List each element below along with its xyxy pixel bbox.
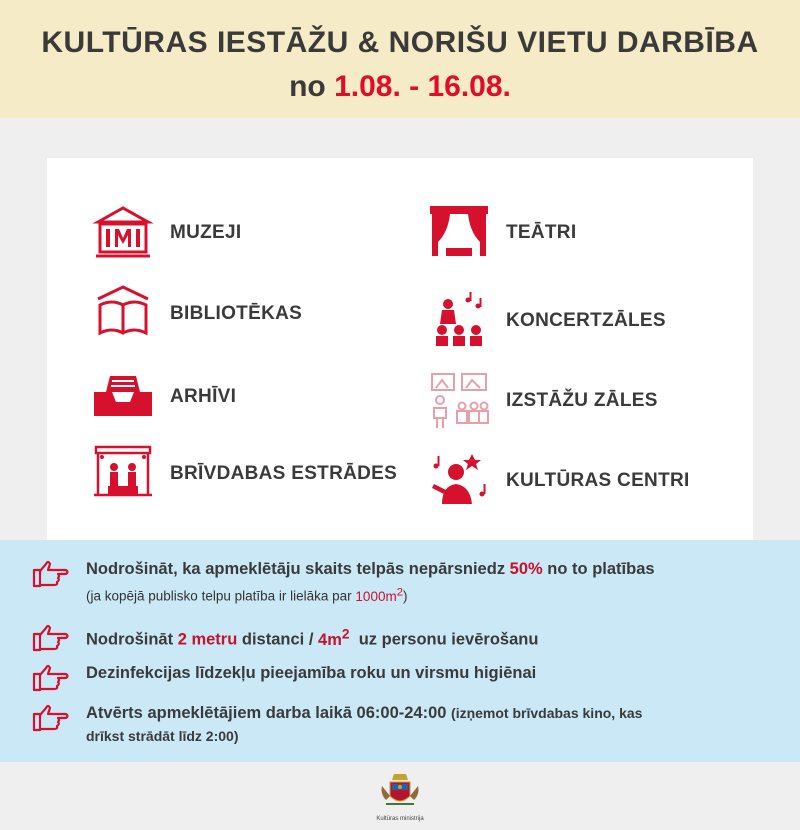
venue-label: IZSTĀŽU ZĀLES [506, 390, 658, 411]
rule-text-part: Nodrošināt, ka apmeklētāju skaits telpās nepārsniedz [86, 560, 506, 578]
page-subtitle [0, 70, 800, 104]
concert-audience-icon [428, 290, 490, 352]
venue-label: ARHĪVI [170, 386, 237, 407]
theatre-curtain-icon [428, 202, 490, 264]
area-per-person [318, 626, 350, 649]
rule-distance [32, 622, 538, 652]
venue-label: MUZEJI [170, 222, 242, 243]
venue-archives [92, 366, 236, 428]
area-value: 4m [318, 630, 342, 649]
ministry-name: Kultūras ministrija [376, 816, 424, 822]
venue-theatres [428, 202, 576, 264]
rule-text [86, 702, 642, 725]
rule-text-part: (izņemot brīvdabas kino, kas [451, 705, 643, 721]
rule-opening-hours [32, 702, 642, 748]
rule-text-part: distanci / [241, 630, 314, 649]
venue-museums [92, 202, 241, 264]
pointing-hand-icon [32, 662, 70, 692]
museum-icon [92, 202, 154, 264]
dancer-music-icon [428, 450, 490, 512]
pointing-hand-icon [32, 558, 70, 588]
rule-note [86, 581, 655, 608]
rule-text-part: Atvērts apmeklētājiem darba laikā 06:00-24:00 [86, 704, 447, 722]
exhibition-gallery-icon [428, 370, 490, 432]
coat-of-arms-icon [378, 770, 422, 810]
venue-exhibition-halls [428, 370, 658, 432]
area-value: 1000m [355, 588, 397, 604]
rule-capacity [32, 558, 655, 608]
area-superscript: 2 [341, 626, 350, 641]
rule-text-part: no to platības [547, 560, 655, 578]
rule-disinfection [32, 662, 536, 692]
rule-note-part: ) [402, 588, 408, 604]
venue-libraries [92, 283, 302, 345]
capacity-percent: 50% [509, 560, 543, 578]
area-superscript: 2 [396, 586, 403, 598]
venue-label: BRĪVDABAS ESTRĀDES [170, 463, 398, 484]
venue-label: KONCERTZĀLES [506, 310, 666, 331]
venue-culture-centres [428, 450, 690, 512]
book-icon [92, 283, 154, 345]
rule-text [86, 622, 538, 652]
venue-open-air-stages [92, 443, 397, 505]
ministry-logo [370, 770, 430, 830]
rule-text [86, 558, 655, 581]
venue-label: BIBLIOTĒKAS [170, 303, 303, 324]
area-threshold [355, 586, 403, 604]
rule-text: Dezinfekcijas līdzekļu pieejamība roku un virsmu higiēnai [86, 664, 537, 682]
pointing-hand-icon [32, 702, 70, 732]
rule-text-part: uz personu ievērošanu [358, 630, 539, 649]
archive-tray-icon [92, 366, 154, 428]
distance-value: 2 metru [177, 630, 238, 649]
venue-label: TEĀTRI [506, 222, 577, 243]
date-range: 1.08. - 16.08. [334, 70, 511, 103]
rule-note-part: (ja kopējā publisko telpu platība ir lielāka par [86, 588, 352, 604]
venue-label: KULTŪRAS CENTRI [506, 470, 690, 491]
header-banner [0, 0, 800, 118]
rule-text-continued: drīkst strādāt līdz 2:00) [86, 728, 239, 744]
subtitle-prefix: no [289, 70, 326, 103]
rule-text-part: Nodrošināt [86, 630, 174, 649]
page-title: KULTŪRAS IESTĀŽU & NORIŠU VIETU DARBĪBA [41, 26, 759, 59]
stage-performers-icon [92, 443, 154, 505]
pointing-hand-icon [32, 622, 70, 652]
venue-concert-halls [428, 290, 666, 352]
